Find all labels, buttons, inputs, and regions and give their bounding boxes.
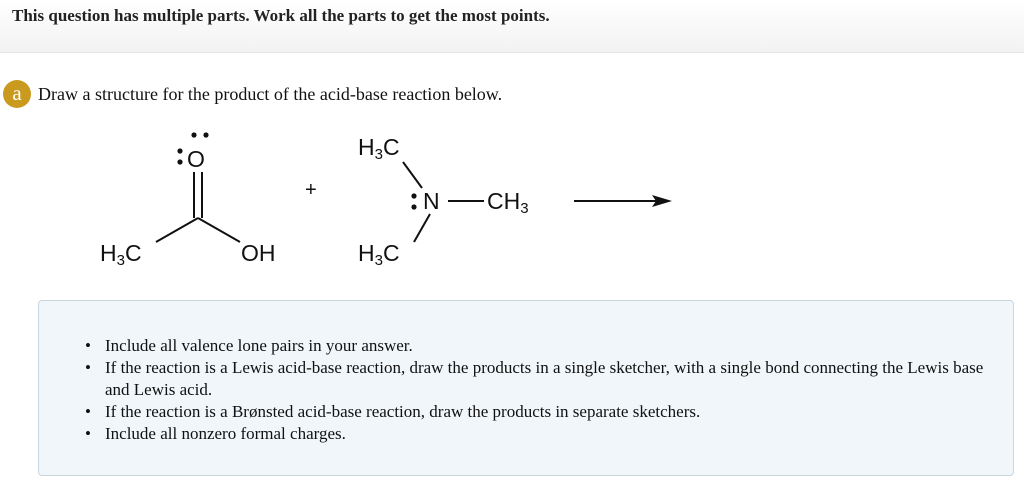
carbon-hydroxyl-bond xyxy=(198,218,240,242)
part-a-prompt: Draw a structure for the product of the acid-base reaction below. xyxy=(38,84,503,104)
plus-sign: + xyxy=(305,179,317,201)
top-methyl-nitrogen-bond xyxy=(403,162,422,188)
instruction-item: • If the reaction is a Brønsted acid-base reaction, draw the products in separate sketchers. xyxy=(105,401,999,423)
amine-bottom-methyl-label: $H_3C$ xyxy=(358,240,400,269)
carbon-methyl-bond xyxy=(156,218,198,242)
nitrogen-lone-pair-1 xyxy=(411,193,416,198)
oxygen-lone-pair-left-2 xyxy=(177,159,182,164)
instruction-item: • Include all valence lone pairs in your answer. xyxy=(105,335,999,357)
part-a-badge: a xyxy=(3,80,31,108)
hydroxyl-label: OH xyxy=(241,240,276,266)
instructions-list xyxy=(105,335,999,445)
question-header xyxy=(0,0,1024,53)
carbonyl-oxygen-label: O xyxy=(187,146,205,172)
amine-top-methyl-label: $H_3C$ xyxy=(358,134,400,163)
oxygen-lone-pair-top-1 xyxy=(191,132,196,137)
nitrogen-label: N xyxy=(423,188,440,214)
oxygen-lone-pair-left-1 xyxy=(177,148,182,153)
header-title: This question has multiple parts. Work all the parts to get the most points. xyxy=(12,6,550,25)
nitrogen-lone-pair-2 xyxy=(411,204,416,209)
amine-right-methyl-label: $CH_3$ xyxy=(487,188,529,217)
instruction-item: • If the reaction is a Lewis acid-base reaction, draw the products in a single sketcher, with a single bond connecting the Lewis base and Lewis acid. xyxy=(105,357,999,401)
instructions-box xyxy=(38,300,1014,476)
oxygen-lone-pair-top-2 xyxy=(203,132,208,137)
instruction-item: • Include all nonzero formal charges. xyxy=(105,423,999,445)
acid-methyl-label: $H_3C$ xyxy=(100,240,142,269)
nitrogen-bottom-methyl-bond xyxy=(414,214,430,242)
